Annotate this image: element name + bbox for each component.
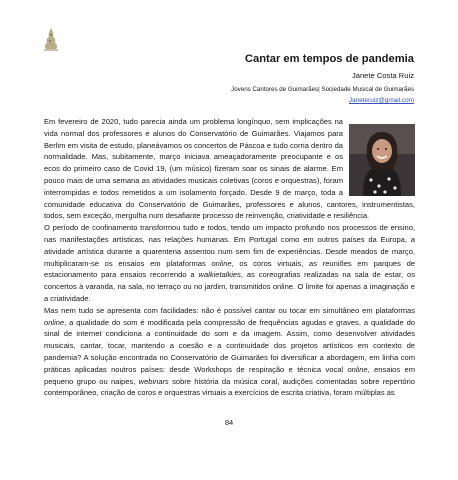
text-span-italic: online (211, 258, 232, 268)
author-affiliation: Jovens Cantores de Guimarães| Sociedade Musical de Guimarães (231, 86, 414, 93)
text-span: O período de confinamento transformou tudo e todos, tendo um impacto profundo nos processos de ensino, nas manifestações artísticas, nas relações humanas. Em Portugal como em outros países da Europa, a atividade artística durante a quarentena assentou num sem fim de experiências. Desde meados de março, multiplicaram-se os ensaios em plataformas (44, 223, 415, 268)
society-logo-icon (40, 26, 62, 52)
page-number: 84 (224, 418, 234, 427)
article-body (44, 116, 415, 399)
paragraph-1: Em fevereiro de 2020, tudo parecia ainda um problema longínquo, sem implicações na vida normal dos professores e alunos do Conservatório de Guimarães. Viajamos para Berlim em visita de estudo, planeávamos os concertos de Páscoa e tudo corria dentro da normalidade. Mas, subitamente, março iniciava ameaçadoramente preocupante e os ecos do primeiro caso de Covid 19, (um músico) fizeram soar os sinais de alarme. Em pouco mais de uma semana as atividades musicais coletivas (coros e orquestras), foram interrompidas e todos remetidos a um isolamento forçado. Desde 9 de março, toda a comunidade educativa do Conservatório de Guimarães, professores e alunos, cantores, instrumentistas, todos, sem exceção, mergulha num desafiante processo de reinvenção, criatividade e resiliência. (44, 117, 415, 221)
text-span-italic: online (347, 364, 368, 374)
text-span-italic: webinars (138, 376, 169, 386)
author-name: Janete Costa Ruiz (351, 71, 414, 80)
paragraph-3 (44, 305, 415, 399)
text-span: , os coros virtuais, as reuniões em parques de estacionamento para ensaios recorrendo a (44, 258, 415, 280)
article-title: Cantar em tempos de pandemia (244, 53, 414, 65)
article-header (231, 52, 414, 105)
paragraph-2 (44, 222, 415, 305)
text-span: , ensaios em pequeno grupo ou naipes, (44, 364, 415, 386)
text-span: Mas nem tudo se apresenta com facilidades: não é possível cantar ou tocar em simultâneo em plataformas (44, 305, 415, 315)
text-span: sobre história da música coral, audições comentadas sobre repertório contemporâneo, criação de coros e orquestras virtuais a exercícios de escrita criativa, foram múltiplas as (44, 376, 415, 398)
text-span-italic: walkietalkies (198, 270, 241, 280)
text-span: , a qualidade do som é modificada pela compressão de frequências agudas e graves, a qualidade do sinal de internet condiciona a continuidade do som e da imagem. Assim, como desenvolver atividades musicais, cantar, tocar, mantendo a coesão e a continuidade dos projetos artísticos em contexto de pandemia? A solução encontrada no Conservatório de Guimarães foi diversificar a abordagem, em linha com práticas aplicadas noutros países: desde Workshops de respiração e técnica vocal (44, 317, 415, 374)
text-span: , as coreografias realizadas na sala de estar, os concertos à varanda, na sala, no terraço ou no jardim, transmitidos online. O limite foi apenas a imaginação e a criatividade. (44, 270, 416, 303)
photo-spacer (343, 116, 415, 196)
author-email-link[interactable]: Janeteruiz@gmail.com (348, 97, 414, 104)
text-span-italic: online (44, 317, 65, 327)
